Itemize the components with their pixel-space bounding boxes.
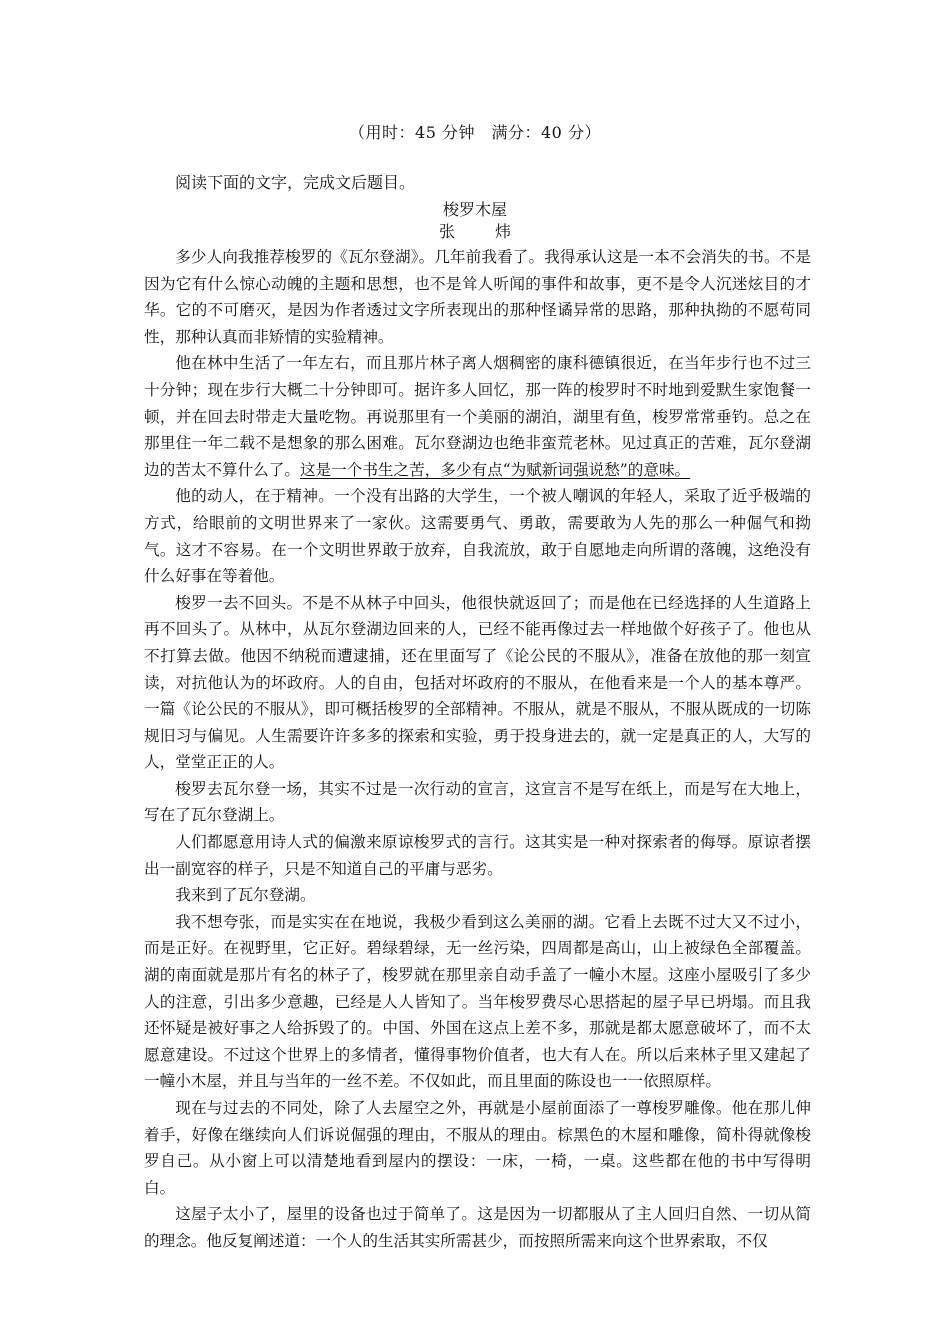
paragraph-5 <box>144 776 811 829</box>
underlined-sentence: 这是一个书生之苦，多少有点“为赋新词强说愁”的意味。 <box>299 460 691 479</box>
paragraph-7 <box>144 882 811 909</box>
paragraph-text: 我不想夸张，而是实实在在地说，我极少看到这么美丽的湖。它看上去既不过大又不过小，而是正好。在视野里，它正好。碧绿碧绿，无一丝污染，四周都是高山，山上被绿色全部覆盖。湖的南面就是那片有名的林子了，梭罗就在那里亲自动手盖了一幢小木屋。这座小屋吸引了多少人的注意，引出多少意趣，已经是人人皆知了。当年梭罗费尽心思搭起的屋子早已坍塌。而且我还怀疑是被好事之人给拆毁了的。中国、外国在这点上差不多，那就是都太愿意破坏了，而不太愿意建设。不过这个世界上的多情者，懂得事物价值者，也大有人在。所以后来林子里又建起了一幢小木屋，并且与当年的一丝不差。不仅如此，而且里面的陈设也一一依照原样。 <box>144 912 811 1091</box>
paragraph-text: 现在与过去的不同处，除了人去屋空之外，再就是小屋前面添了一尊梭罗雕像。他在那儿伸着手，好像在继续向人们诉说倔强的理由，不服从的理由。棕黑色的木屋和雕像，简朴得就像梭罗自己。从小窗上可以清楚地看到屋内的摆设：一床，一椅，一桌。这些都在他的书中写得明白。 <box>144 1099 811 1197</box>
paragraph-text: 梭罗去瓦尔登一场，其实不过是一次行动的宣言，这宣言不是写在纸上，而是写在大地上，写在了瓦尔登湖上。 <box>144 779 811 825</box>
paragraph-6 <box>144 829 811 882</box>
paragraph-3 <box>144 483 811 589</box>
paragraph-text: 多少人向我推荐梭罗的《瓦尔登湖》。几年前我看了。我得承认这是一本不会消失的书。不是因为它有什么惊心动魄的主题和思想，也不是耸人听闻的事件和故事，更不是令人沉迷炫目的才华。它的不可磨灭，是因为作者透过文字所表现出的那种怪谲异常的思路，那种执拗的不愿苟同性，那种认真而非矫情的实验精神。 <box>144 248 811 346</box>
paragraph-2 <box>144 350 811 483</box>
paragraph-text: 梭罗一去不回头。不是不从林子中回头，他很快就返回了；而是他在已经选择的人生道路上再不回头了。从林中，从瓦尔登湖边回来的人，已经不能再像过去一样地做个好孩子了。他也从不打算去做。他因不纳税而遭逮捕，还在里面写了《论公民的不服从》，准备在放他的那一刻宣读，对抗他认为的坏政府。人的自由，包括对坏政府的不服从，在他看来是一个人的基本尊严。一篇《论公民的不服从》，即可概括梭罗的全部精神。不服从，就是不服从，不服从既成的一切陈规旧习与偏见。人生需要许许多多的探索和实验，勇于投身进去的，就一定是真正的人，大写的人，堂堂正正的人。 <box>144 593 811 772</box>
paragraph-9 <box>144 1095 811 1201</box>
time-score-line: （用时：45 分钟 满分：40 分） <box>349 123 601 142</box>
article-author: 张 炜 <box>438 222 523 241</box>
reading-instruction: 阅读下面的文字，完成文后题目。 <box>175 173 416 192</box>
article-body <box>144 244 811 1255</box>
paragraph-text: 我来到了瓦尔登湖。 <box>175 886 316 905</box>
paragraph-4 <box>144 590 811 776</box>
paragraph-text: 人们都愿意用诗人式的偏激来原谅梭罗式的言行。这其实是一种对探索者的侮辱。原谅者摆出一副宽容的样子，只是不知道自己的平庸与恶劣。 <box>144 833 811 878</box>
paragraph-text: 这屋子太小了，屋里的设备也过于简单了。这是因为一切都服从了主人回归自然、一切从简的理念。他反复阐述道：一个人的生活其实所需甚少，而按照所需来向这个世界索取，不仅 <box>144 1205 811 1250</box>
paragraph-text: 他在林中生活了一年左右，而且那片林子离人烟稠密的康科德镇很近，在当年步行也不过三十分钟；现在步行大概二十分钟即可。据许多人回忆，那一阵的梭罗时不时地到爱默生家饱餐一顿，并在回去时带走大量吃物。再说那里有一个美丽的湖泊，湖里有鱼，梭罗常常垂钓。总之在那里住一年二载不是想象的那么困难。瓦尔登湖边也绝非蛮荒老林。见过真正的苦难，瓦尔登湖边的苦太不算什么了。 <box>144 354 811 479</box>
paragraph-10 <box>144 1201 811 1254</box>
paragraph-8 <box>144 909 811 1095</box>
paragraph-text: 他的动人，在于精神。一个没有出路的大学生，一个被人嘲讽的年轻人，采取了近乎极端的方式，给眼前的文明世界来了一家伙。这需要勇气、勇敢，需要敢为人先的那么一种倔气和拗气。这才不容易。在一个文明世界敢于放弃，自我流放，敢于自愿地走向所谓的落魄，这绝没有什么好事在等着他。 <box>144 487 811 586</box>
article-title: 梭罗木屋 <box>442 200 507 219</box>
paragraph-1 <box>144 244 811 350</box>
